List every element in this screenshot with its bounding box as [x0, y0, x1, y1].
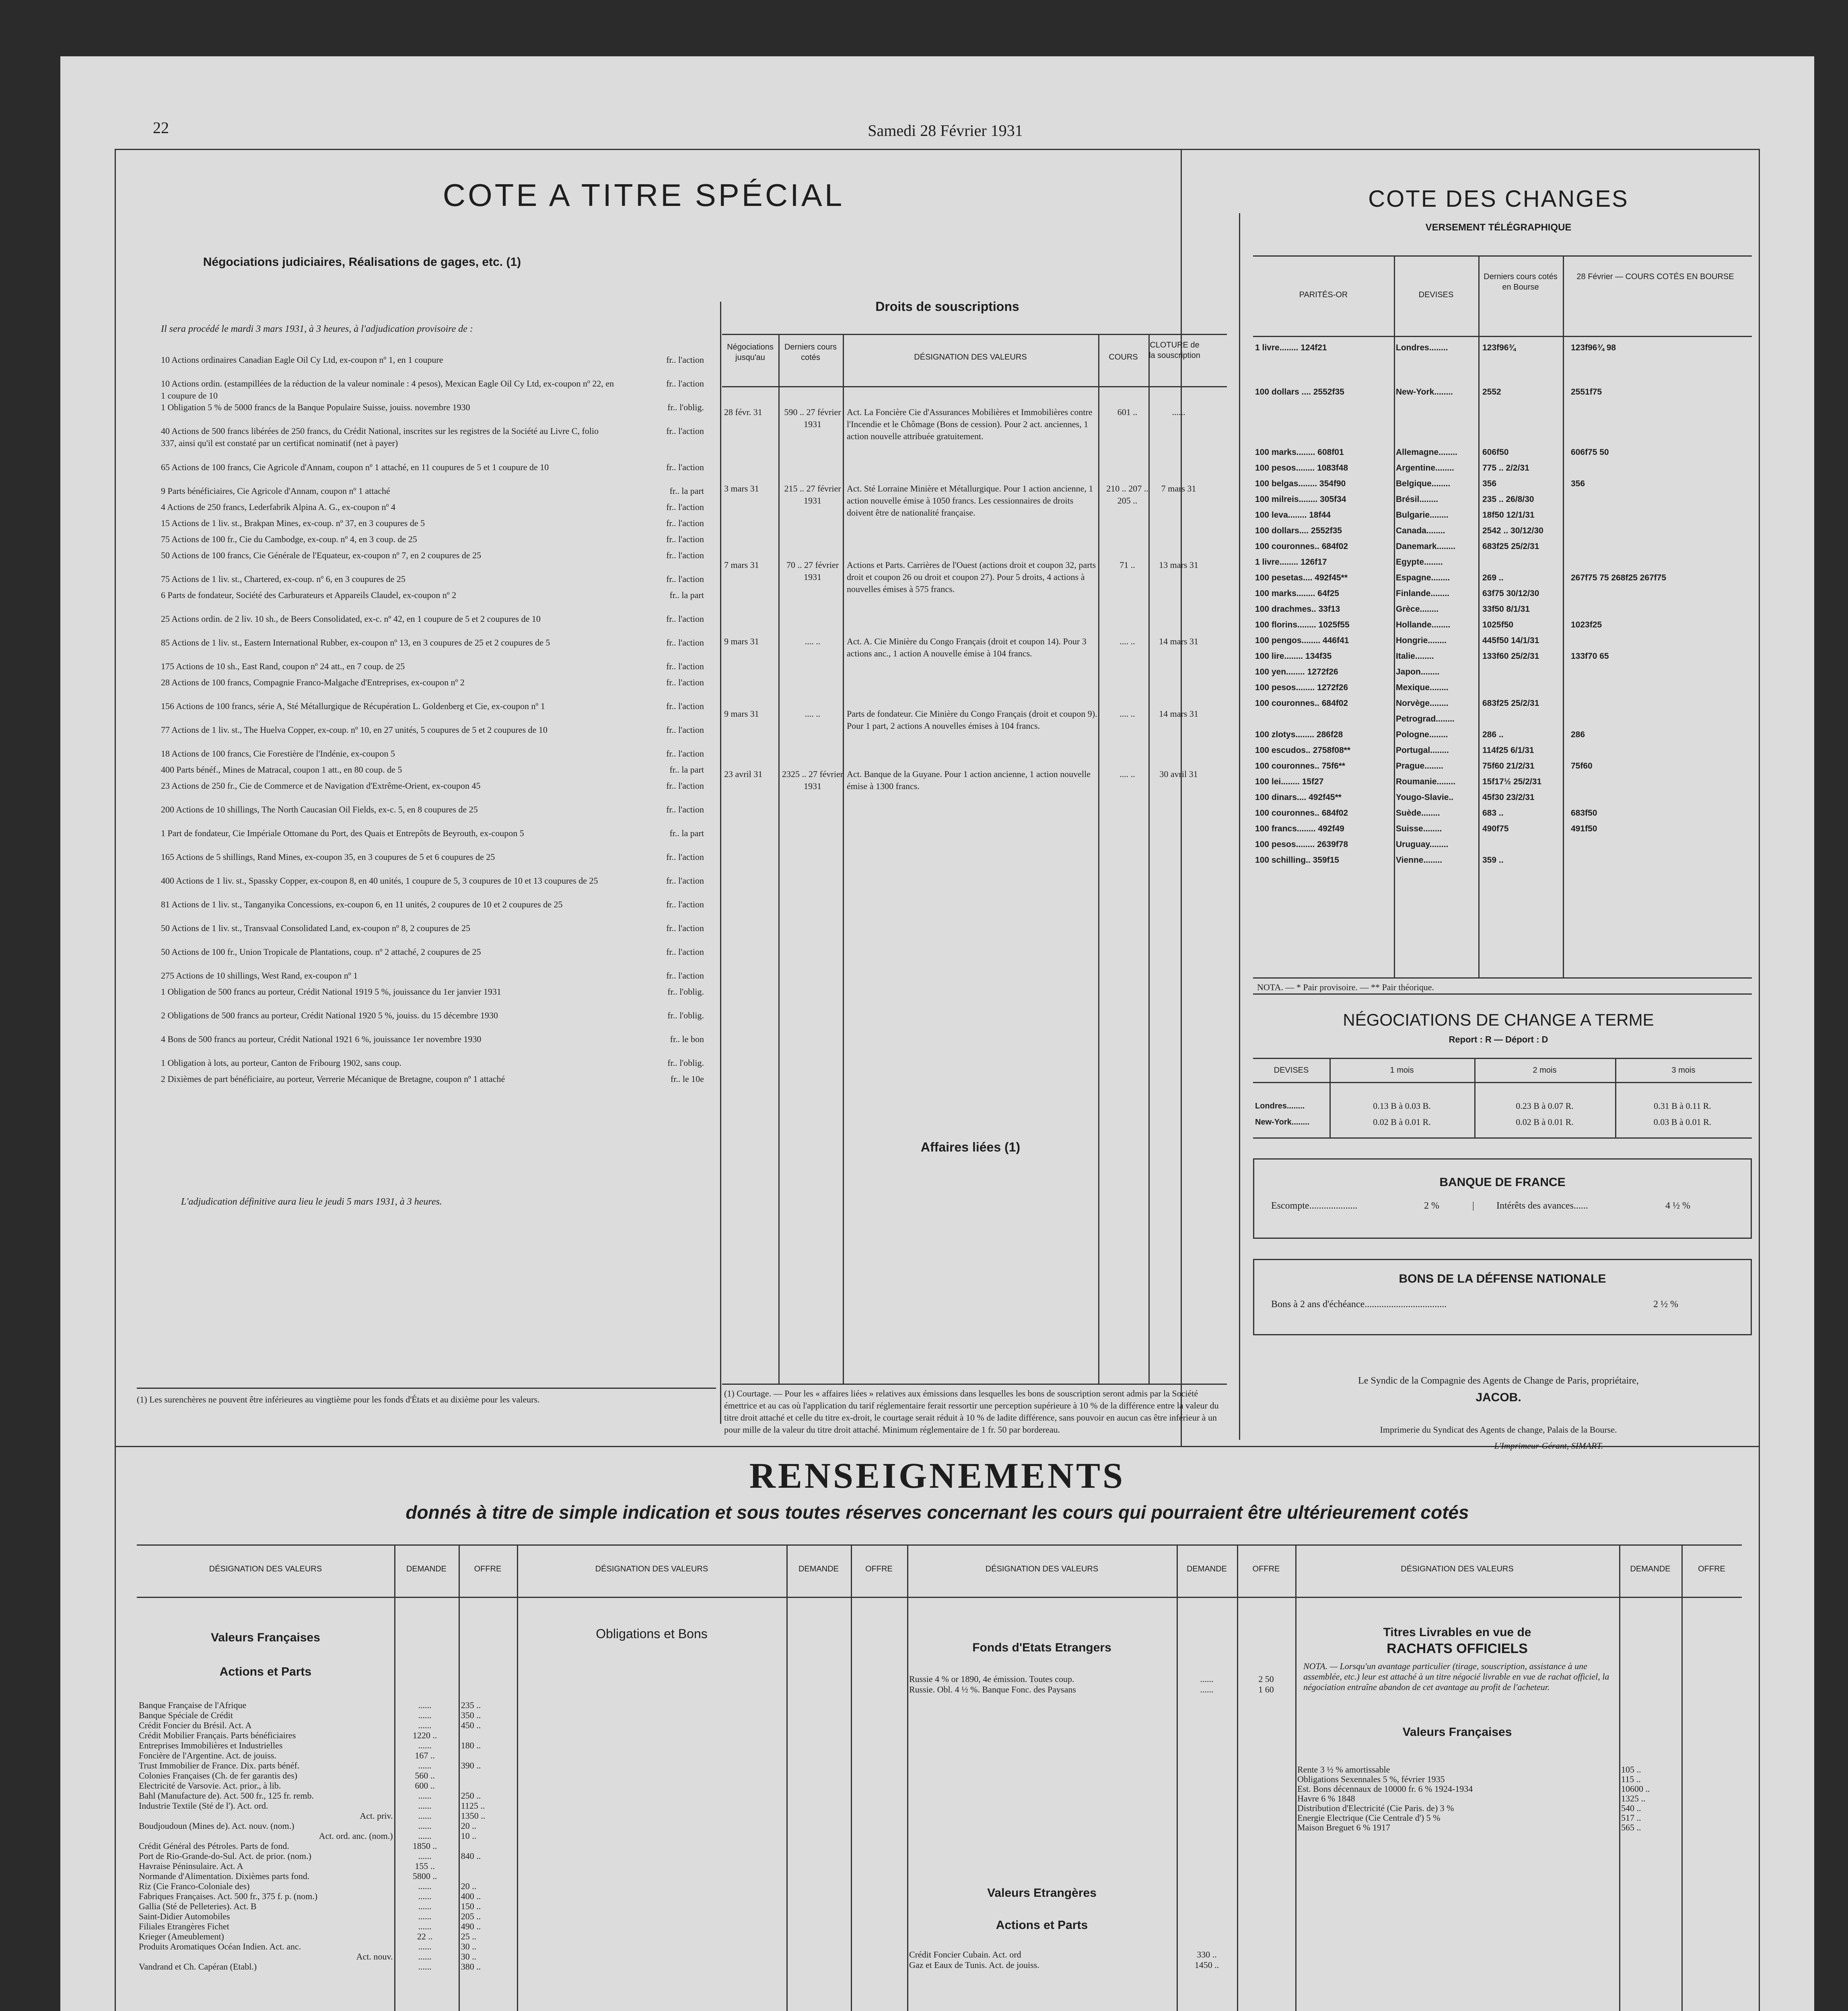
banque-title: BANQUE DE FRANCE	[1439, 1176, 1566, 1189]
changes-row: 100 couronnes.. 75f6** Prague........ 75f60 21/2/31 75f60	[1255, 761, 1593, 771]
terme-table	[1253, 1058, 1752, 1138]
rens-row: Act. priv. ...... 1350 ..	[360, 1811, 486, 1821]
page-number: 22	[153, 119, 169, 137]
terme-header: 2 mois	[1533, 1066, 1557, 1075]
droits-header: CLOTURE de la souscription	[1149, 341, 1200, 360]
rens-actions-parts: Actions et Parts	[219, 1665, 312, 1678]
negociation-item: 6 Parts de fondateur, Société des Carburateurs et Appareils Claudel, ex-coupon nº 2 fr.. la part	[161, 590, 704, 600]
terme-header: 3 mois	[1671, 1066, 1696, 1075]
droits-header: COURS	[1109, 353, 1138, 362]
terme-row: New-York........ 0.02 B à 0.01 R. 0.02 B à 0.01 R. 0.03 B à 0.01 R.	[1255, 1117, 1712, 1127]
droits-title: Droits de souscriptions	[875, 299, 1019, 314]
negociation-item: 1 Obligation de 500 francs au porteur, Crédit National 1919 5 %, jouissance du 1er janvier 1931 fr.. l'oblig.	[161, 987, 704, 997]
rens-rachats-nota: NOTA. — Lorsqu'un avantage particulier (tirage, souscription, assistance à une assemblée, etc.) leur est attaché à un titre négocié livrable en vue de rachat officiel, la négociation entraîne abandon de cet avantage au profit de l'acheteur.	[1303, 1661, 1609, 1692]
rens-titres-livrables: Titres Livrables en vue de	[1383, 1626, 1531, 1639]
changes-row: 100 pesos........ 1083f48 Argentine........ 775 .. 2/2/31	[1255, 463, 1529, 473]
changes-row: 100 pesetas.... 492f45** Espagne........ 269 .. 267f75 75 268f25 267f75	[1255, 573, 1667, 582]
gerant-line: L'Imprimeur-Gérant, SIMART.	[1494, 1441, 1603, 1451]
changes-row: 100 yen........ 1272f26 Japon........	[1255, 667, 1440, 677]
negociation-item: 75 Actions de 100 fr., Cie du Cambodge, ex-coup. nº 4, en 3 coup. de 25 fr.. l'action	[161, 534, 704, 544]
rens-row: Krieger (Ameublement) 22 .. 25 ..	[139, 1931, 477, 1941]
droits-row: 9 mars 31 .... .. Parts de fondateur. Cie Minière du Congo Français (droit et coupon 9). Pour 1 part, 2 actions A nouvelles émises à 104 francs. .... .. 14 mars 31	[724, 709, 1198, 731]
changes-row: 100 dollars .... 2552f35 New-York........ 2552 2551f75	[1255, 387, 1602, 397]
renseignements-table	[137, 1544, 1742, 2011]
bons-rate: Bons à 2 ans d'échéance.................................. 2 ½ %	[1271, 1299, 1678, 1310]
changes-subtitle: VERSEMENT TÉLÉGRAPHIQUE	[1425, 222, 1572, 233]
changes-row: 100 florins........ 1025f55 Hollande........ 1025f50 1023f25	[1255, 620, 1602, 629]
changes-row: 100 couronnes.. 684f02 Danemark........ 683f25 25/2/31	[1255, 542, 1539, 551]
negociation-item: 15 Actions de 1 liv. st., Brakpan Mines, ex-coup. nº 37, en 3 coupures de 5 fr.. l'action	[161, 518, 704, 528]
changes-row: 100 marks........ 64f25 Finlande........ 63f75 30/12/30	[1255, 589, 1539, 598]
droits-header: Négociations jusqu'au	[727, 343, 774, 362]
negociation-item: 2 Obligations de 500 francs au porteur, Crédit National 1920 5 %, jouiss. du 15 décembre 1930 fr.. l'oblig.	[161, 1010, 704, 1020]
changes-row: Petrograd........	[1396, 714, 1455, 724]
droits-header: DÉSIGNATION DES VALEURS	[914, 353, 1027, 362]
negociation-item: 65 Actions de 100 francs, Cie Agricole d'Annam, coupon nº 1 attaché, en 11 coupures de 5 et 1 coupure de 10 fr.. l'action	[161, 462, 704, 472]
rens-row: Rente 3 ½ % amortissable 105 ..	[1297, 1764, 1641, 1775]
negociation-item: 400 Parts bénéf., Mines de Matracal, coupon 1 att., en 80 coup. de 5 fr.. la part	[161, 765, 704, 775]
negociation-item: 28 Actions de 100 francs, Compagnie Franco-Malgache d'Entreprises, ex-coupon nº 2 fr.. l'action	[161, 677, 704, 687]
negociation-item: 2 Dixièmes de part bénéficiaire, au porteur, Verrerie Mécanique de Bretagne, coupon nº 1 attaché fr.. le 10e	[161, 1074, 704, 1084]
changes-row: 100 escudos.. 2758f08** Portugal........ 114f25 6/1/31	[1255, 746, 1534, 755]
droits-left-rule	[720, 302, 721, 1424]
rens-row: Colonies Françaises (Ch. de fer garantis des) 560 ..	[139, 1770, 435, 1781]
rens-col3-rows1	[909, 1673, 1311, 1694]
changes-row: 100 zlotys........ 286f28 Pologne........ 286 .. 286	[1255, 730, 1585, 739]
rens-header: OFFRE	[1252, 1565, 1280, 1573]
negociation-item: 85 Actions de 1 liv. st., Eastern International Rubber, ex-coupon nº 13, en 3 coupures de 25 et 2 coupures de 5 fr.. l'action	[161, 637, 704, 648]
negociation-item: 50 Actions de 1 liv. st., Transvaal Consolidated Land, ex-coupon nº 8, 2 coupures de 25 fr.. l'action	[161, 923, 704, 933]
rens-row: Industrie Textile (Sté de l'). Act. ord. ...... 1125 ..	[139, 1801, 485, 1811]
negociations-intro: Il sera procédé le mardi 3 mars 1931, à 3 heures, à l'adjudication provisoire de :	[161, 324, 473, 334]
negociation-item: 23 Actions de 250 fr., Cie de Commerce et de Navigation d'Extrême-Orient, ex-coupon 45 fr.. l'action	[161, 781, 704, 791]
rens-row: Crédit Mobilier Français. Parts bénéficiaires 1220 ..	[139, 1730, 437, 1740]
changes-row: 100 couronnes.. 684f02 Norvège........ 683f25 25/2/31	[1255, 699, 1539, 708]
rens-row: Russie. Obl. 4 ½ %. Banque Fonc. des Paysans ...... 1 60	[909, 1684, 1274, 1694]
changes-row: 100 marks........ 608f01 Allemagne........ 606f50 606f75 50	[1255, 448, 1609, 457]
negociation-item: 4 Bons de 500 francs au porteur, Crédit National 1921 6 %, jouissance 1er novembre 1930 fr.. le bon	[161, 1034, 704, 1044]
negociation-item: 275 Actions de 10 shillings, West Rand, ex-coupon nº 1 fr.. l'action	[161, 971, 704, 981]
rens-header: DEMANDE	[798, 1565, 839, 1573]
droits-row: 23 avril 31 2325 .. 27 février 1931 Act. Banque de la Guyane. Pour 1 action ancienne, 1 action nouvelle émise à 1300 francs. .... .. 30 avril 31	[724, 769, 1198, 791]
bons-title: BONS DE LA DÉFENSE NATIONALE	[1399, 1272, 1606, 1285]
rens-row: Est. Bons décennaux de 10000 fr. 6 % 1924-1934 10600 ..	[1297, 1784, 1650, 1794]
negociation-item: 1 Obligation 5 % de 5000 francs de la Banque Populaire Suisse, jouiss. novembre 1930 fr.. l'oblig.	[161, 402, 704, 412]
droits-bottom-rule	[722, 1384, 1227, 1385]
negociation-item: 75 Actions de 1 liv. st., Chartered, ex-coup. nº 6, en 3 coupures de 25 fr.. l'action	[161, 574, 704, 584]
cote-titre-title: COTE A TITRE SPÉCIAL	[442, 177, 845, 213]
rens-rachats-officiels: RACHATS OFFICIELS	[1387, 1641, 1528, 1656]
terme-header: 1 mois	[1390, 1066, 1414, 1075]
negociation-item: 10 Actions ordinaires Canadian Eagle Oil Cy Ltd, ex-coupon nº 1, en 1 coupure fr.. l'action	[161, 355, 704, 365]
changes-rows	[1255, 342, 1752, 870]
negociation-item: 200 Actions de 10 shillings, The North Caucasian Oil Fields, ex-c. 5, en 8 coupures de 25 fr.. l'action	[161, 804, 704, 814]
rens-row: Crédit Général des Pétroles. Parts de fond. 1850 ..	[139, 1841, 437, 1851]
rens-col4-rows1	[1297, 1764, 1740, 1831]
changes-row: 100 belgas........ 354f90 Belgique........ 356 356	[1255, 479, 1585, 488]
rens-row: Act. ord. anc. (nom.) ...... 10 ..	[319, 1831, 477, 1841]
negociation-item: 175 Actions de 10 sh., East Rand, coupon nº 24 att., en 7 coup. de 25 fr.. l'action	[161, 661, 704, 671]
rens-row: Gaz et Eaux de Tunis. Act. de jouiss. 1450 ..	[909, 1960, 1219, 1970]
rens-valeurs-francaises: Valeurs Françaises	[211, 1631, 320, 1644]
rens-row: Crédit Foncier du Brésil. Act. A ...... 450 ..	[139, 1720, 481, 1730]
negociation-item: 10 Actions ordin. (estampillées de la réduction de la valeur nominale : 4 pesos), Mexican Eagle Oil Cy Ltd, ex-coupon nº 22, en 1 coupure de 10 fr.. l'action	[161, 378, 704, 401]
rens-row: Bahl (Manufacture de). Act. 500 fr., 125 fr. remb. ...... 250 ..	[139, 1791, 481, 1801]
courtage-footnote: (1) Courtage. — Pour les « affaires liées » relatives aux émissions dans lesquelles les bons de souscription seront admis par la Société émettrice et au cas où l'application du tarif réglementaire ferait ressortir une perception supérieure à 10 % de la différence entre la valeur du titre droit attaché et celle du titre ex-droit, le courtage serait réduit à 10 % de ladite différence, sans pouvoir en aucun cas être inférieur à un pour mille de la valeur du titre droit attaché. Minimum réglementaire de 1 fr. 50 par bordereau.	[724, 1388, 1219, 1435]
rens-header: OFFRE	[1698, 1565, 1725, 1573]
rens-row: Gallia (Sté de Pelleteries). Act. B ...... 150 ..	[139, 1901, 481, 1911]
changes-header: Derniers cours cotés en Bourse	[1484, 272, 1558, 292]
rens-row: Filiales Etrangères Fichet ...... 490 ..	[139, 1921, 481, 1931]
changes-row: 100 drachmes.. 33f13 Grèce........ 33f50 8/1/31	[1255, 605, 1530, 614]
rens-row: Foncière de l'Argentine. Act. de jouiss. 167 ..	[139, 1750, 435, 1760]
changes-row: 100 lire........ 134f35 Italie........ 133f60 25/2/31 133f70 65	[1255, 652, 1609, 661]
rens-row: Energie Electrique (Cie Centrale d') 5 % 517 ..	[1297, 1813, 1641, 1823]
negociation-item: 50 Actions de 100 fr., Union Tropicale de Plantations, coup. nº 2 attaché, 2 coupures de 25 fr.. l'action	[161, 947, 704, 957]
banque-rates: Escompte.................... 2 % | Intérêts des avances...... 4 ½ %	[1271, 1201, 1690, 1211]
rens-header: DÉSIGNATION DES VALEURS	[1401, 1565, 1514, 1573]
negociations-title: Négociations judiciaires, Réalisations de gages, etc. (1)	[203, 255, 521, 269]
negociation-item: 77 Actions de 1 liv. st., The Huelva Copper, ex-coup. nº 10, en 27 unités, 5 coupures de 5 et 2 coupures de 10 fr.. l'action	[161, 725, 704, 735]
negociation-item: 1 Obligation à lots, au porteur, Canton de Fribourg 1902, sans coup. fr.. l'oblig.	[161, 1058, 704, 1068]
changes-nota-rule	[1253, 993, 1752, 995]
changes-row: 100 francs........ 492f49 Suisse........ 490f75 491f50	[1255, 824, 1597, 833]
rens-header: DEMANDE	[1186, 1565, 1227, 1573]
changes-row: 100 lei........ 15f27 Roumanie........ 15f17½ 25/2/31	[1255, 777, 1542, 786]
rens-header: DEMANDE	[1630, 1565, 1671, 1573]
rens-row: Banque Française de l'Afrique ...... 235 ..	[139, 1700, 481, 1710]
changes-title: COTE DES CHANGES	[1368, 186, 1629, 212]
changes-row: 100 pesos........ 1272f26 Mexique........	[1255, 683, 1449, 692]
adjudication-note: L'adjudication définitive aura lieu le jeudi 5 mars 1931, à 3 heures.	[181, 1197, 442, 1207]
changes-nota: NOTA. — * Pair provisoire. — ** Pair théorique.	[1257, 982, 1434, 992]
newspaper-page	[60, 56, 1814, 2011]
negociation-item: 40 Actions de 500 francs libérées de 250 francs, du Crédit National, inscrites sur les registres de la Société au Livre C, folio 337, ainsi qu'il est constaté par un certificat nominatif (net à payer) fr.. l'action	[161, 426, 704, 448]
rens-header: DÉSIGNATION DES VALEURS	[209, 1565, 322, 1573]
rens-row: Port de Rio-Grande-do-Sul. Act. de prior. (nom.) ...... 840 ..	[139, 1851, 481, 1861]
changes-row: 100 schilling.. 359f15 Vienne........ 359 ..	[1255, 855, 1504, 865]
negociation-item: 4 Actions de 250 francs, Lederfabrik Alpina A. G., ex-coupon nº 4 fr.. l'action	[161, 502, 704, 512]
rens-row: Crédit Foncier Cubain. Act. ord 330 ..	[909, 1949, 1217, 1960]
changes-header: DEVISES	[1418, 290, 1454, 299]
changes-row: 100 leva........ 18f44 Bulgarie........ 18f50 12/1/31	[1255, 510, 1535, 520]
negociation-item: 165 Actions de 5 shillings, Rand Mines, ex-coupon 35, en 3 coupures de 5 et 6 coupures de 25 fr.. l'action	[161, 852, 704, 862]
rens-header: OFFRE	[865, 1565, 893, 1573]
rens-row: Vandrand et Ch. Capéran (Etabl.) ...... 380 ..	[139, 1962, 481, 1972]
rens-row: Riz (Cie Franco-Coloniale des) ...... 20 ..	[139, 1881, 477, 1891]
changes-row: 100 couronnes.. 684f02 Suède........ 683 .. 683f50	[1255, 808, 1597, 818]
rens-header: DÉSIGNATION DES VALEURS	[595, 1565, 708, 1573]
rens-col1-rows	[139, 1699, 517, 1971]
rens-row: Havraise Péninsulaire. Act. A 155 ..	[139, 1861, 435, 1871]
rens-header: OFFRE	[474, 1565, 502, 1573]
changes-row: 100 dollars.... 2552f35 Canada........ 2542 .. 30/12/30	[1255, 526, 1543, 535]
rens-row: Russie 4 % or 1890, 4e émission. Toutes coup. ...... 2 50	[909, 1674, 1274, 1684]
changes-row: 100 pesos........ 2639f78 Uruguay........	[1255, 840, 1449, 849]
droits-rows	[724, 406, 1227, 829]
footnote-rule	[137, 1388, 716, 1389]
rens-obligations-bons: Obligations et Bons	[596, 1626, 708, 1641]
terme-subtitle: Report : R — Déport : D	[1449, 1034, 1548, 1045]
negociations-list	[161, 354, 704, 1097]
rens-row: Fabriques Françaises. Act. 500 fr., 375 f. p. (nom.) ...... 400 ..	[139, 1891, 481, 1901]
changes-header: PARITÉS-OR	[1299, 290, 1348, 299]
droits-row: 9 mars 31 .... .. Act. A. Cie Minière du Congo Français (droit et coupon 14). Pour 3 actions anc., 1 action A nouvelle émise à 104 francs. .... .. 14 mars 31	[724, 636, 1198, 658]
rens-col3-rows2	[909, 1949, 1311, 1970]
negociation-item: 400 Actions de 1 liv. st., Spassky Copper, ex-coupon 8, en 40 unités, 1 coupure de 5, 3 coupures de 10 et 13 coupures de 25 fr.. l'action	[161, 876, 704, 886]
syndic-line: Le Syndic de la Compagnie des Agents de Change de Paris, propriétaire,	[1358, 1376, 1639, 1386]
rens-row: Saint-Didier Automobiles ...... 205 ..	[139, 1911, 481, 1921]
cote-titre-footnote: (1) Les surenchères ne pouvent être inférieures au vingtième pour les fonds d'États et au dixième pour les valeurs.	[137, 1394, 540, 1404]
terme-title: NÉGOCIATIONS DE CHANGE A TERME	[1343, 1010, 1654, 1029]
rens-actions-parts-etr: Actions et Parts	[996, 1918, 1088, 1932]
negociation-item: 1 Part de fondateur, Cie Impériale Ottomane du Port, des Quais et Entrepôts de Beyrouth, ex-coupon 5 fr.. la part	[161, 828, 704, 838]
terme-header: DEVISES	[1274, 1066, 1309, 1075]
rens-valeurs-francaises-2: Valeurs Françaises	[1402, 1725, 1512, 1739]
negociation-item: 81 Actions de 1 liv. st., Tanganyika Concessions, ex-coupon 6, en 11 unités, 2 coupures de 10 et 2 coupures de 25 fr.. l'action	[161, 899, 704, 909]
changes-header: 28 Février — COURS COTÉS EN BOURSE	[1576, 272, 1734, 281]
rens-row: Distribution d'Electricité (Cie Paris. de) 3 % 540 ..	[1297, 1803, 1641, 1813]
negociation-item: 9 Parts bénéficiaires, Cie Agricole d'Annam, coupon nº 1 attaché fr.. la part	[161, 486, 704, 496]
rens-row: Havre 6 % 1848 1325 ..	[1297, 1793, 1646, 1803]
rens-row: Electricité de Varsovie. Act. prior., à lib. 600 ..	[139, 1781, 435, 1791]
rens-header: DÉSIGNATION DES VALEURS	[985, 1565, 1099, 1573]
droits-row: 28 févr. 31 590 .. 27 février 1931 Act. La Foncière Cie d'Assurances Mobilières et Immobilières contre l'Incendie et le Chômage (Bons de cession). Pour 2 act. anciennes, 1 action nouvelle attribuée gratuitement. 601 .. ......	[724, 407, 1185, 441]
imprimerie-line: Imprimerie du Syndicat des Agents de change, Palais de la Bourse.	[1380, 1425, 1617, 1435]
rens-row: Obligations Sexennales 5 %, février 1935 115 ..	[1297, 1774, 1641, 1784]
rens-row: Normande d'Alimentation. Dixièmes parts fond. 5800 ..	[139, 1871, 437, 1881]
droits-header: Derniers cours cotés	[784, 343, 837, 362]
renseignements-subtitle: donnés à titre de simple indication et sous toutes réserves concernant les cours qui pourraient être ultérieurement cotés	[405, 1502, 1469, 1523]
renseignements-title: RENSEIGNEMENTS	[749, 1456, 1126, 1496]
rens-header: DEMANDE	[406, 1565, 447, 1573]
droits-row: 7 mars 31 70 .. 27 février 1931 Actions et Parts. Carrières de l'Ouest (actions droit et coupon 32, parts droit et coupon 26 ou droit et coupon 27). Pour 5 droits, 4 actions à nouvelles émises à 575 francs. 71 .. 13 mars 31	[724, 560, 1198, 594]
rens-row: Trust Immobilier de France. Dix. parts bénéf. ...... 390 ..	[139, 1760, 481, 1770]
changes-row: 100 dinars.... 492f45** Yougo-Slavie.. 45f30 23/2/31	[1255, 793, 1535, 802]
negociation-item: 50 Actions de 100 francs, Cie Générale de l'Equateur, ex-coupon nº 7, en 2 coupures de 25 fr.. l'action	[161, 550, 704, 560]
rens-fonds-etats: Fonds d'Etats Etrangers	[972, 1641, 1111, 1654]
rens-row: Entreprises Immobilières et Industrielles ...... 180 ..	[139, 1740, 481, 1750]
rens-row: Maison Breguet 6 % 1917 565 ..	[1297, 1822, 1641, 1832]
rens-row: Boudjoudoun (Mines de). Act. nouv. (nom.) ...... 20 ..	[139, 1821, 477, 1831]
terme-row: Londres........ 0.13 B à 0.03 B. 0.23 B à 0.07 R. 0.31 B à 0.11 R.	[1255, 1101, 1711, 1111]
rens-row: Produits Aromatiques Océan Indien. Act. anc. ...... 30 ..	[139, 1941, 477, 1951]
droits-row: 3 mars 31 215 .. 27 février 1931 Act. Sté Lorraine Minière et Métallurgique. Pour 1 action ancienne, 1 action nouvelle émise à 1050 francs. Les cessionnaires de droits doivent être de nationalité française. 210 .. 207 .. 205 .. 7 mars 31	[724, 483, 1196, 518]
negociation-item: 18 Actions de 100 francs, Cie Forestière de l'Indénie, ex-coupon 5 fr.. l'action	[161, 748, 704, 759]
changes-row: 1 livre........ 124f21 Londres........ 123f96¾ 123f96¾ 98	[1255, 343, 1616, 352]
negociation-item: 156 Actions de 100 francs, série A, Sté Métallurgique de Récupération L. Goldenberg et Cie, ex-coupon nº 1 fr.. l'action	[161, 701, 704, 711]
rens-valeurs-etrangeres: Valeurs Etrangères	[987, 1886, 1097, 1900]
rens-row: Banque Spéciale de Crédit ...... 350 ..	[139, 1710, 481, 1720]
syndic-name: JACOB.	[1476, 1391, 1521, 1404]
changes-row: 1 livre........ 126f17 Egypte........	[1255, 557, 1443, 567]
rens-row: Act. nouv. ...... 30 ..	[356, 1951, 477, 1962]
changes-left-rule	[1239, 213, 1240, 1440]
page-date: Samedi 28 Février 1931	[868, 121, 1023, 140]
negociation-item: 25 Actions ordin. de 2 liv. 10 sh., de Beers Consolidated, ex-c. nº 42, en 1 coupure de 5 et 2 coupures de 10 fr.. l'action	[161, 614, 704, 624]
changes-row: 100 milreis........ 305f34 Brésil........ 235 .. 26/8/30	[1255, 495, 1534, 504]
affaires-liees-title: Affaires liées (1)	[920, 1140, 1021, 1154]
changes-row: 100 pengos........ 446f41 Hongrie........ 445f50 14/1/31	[1255, 636, 1539, 645]
